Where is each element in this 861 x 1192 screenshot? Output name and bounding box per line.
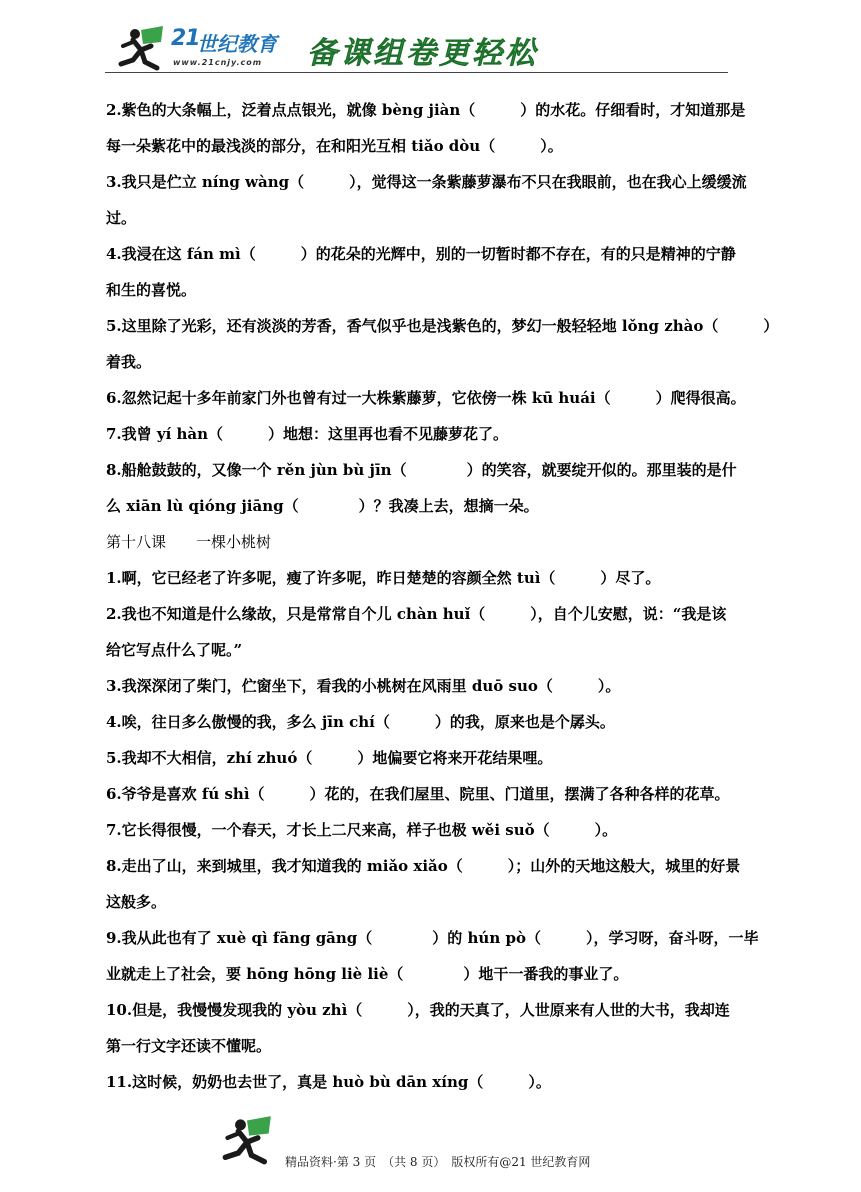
exercise-line: 11.这时候，奶奶也去世了，真是 huò bù dān xíng（ ）。 <box>106 1073 551 1091</box>
header-slogan: 备课组卷更轻松 <box>307 36 538 71</box>
exercise-line: 6.爷爷是喜欢 fú shì（ ）花的，在我们屋里、院里、门道里，摆满了各种各样的花草。 <box>106 785 730 803</box>
brand-number: 21 <box>171 26 200 51</box>
exercise-line: 4.唉，往日多么傲慢的我，多么 jīn chí（ ）的我，原来也是个孱头。 <box>106 713 615 731</box>
exercise-line: 7.它长得很慢，一个春天，才长上二尺来高，样子也极 wěi suǒ（ ）。 <box>106 821 618 839</box>
lesson-heading: 第十八课 一棵小桃树 <box>106 533 272 551</box>
exercise-line: 4.我浸在这 fán mì（ ）的花朵的光辉中，别的一切暂时都不存在，有的只是精神的宁静 <box>106 245 736 263</box>
exercise-line: 5.我却不大相信，zhí zhuó（ ）地偏要它将来开花结果哩。 <box>106 749 553 767</box>
header-divider <box>105 72 728 73</box>
exercise-line: 10.但是，我慢慢发现我的 yòu zhì（ ），我的天真了，人世原来有人世的大书，我却连 <box>106 1001 730 1019</box>
exercise-line: 3.我深深闭了柴门，伫窗坐下，看我的小桃树在风雨里 duō suo（ ）。 <box>106 677 621 695</box>
exercise-line: 8.船舱鼓鼓的，又像一个 rěn jùn bù jīn（ ）的笑容，就要绽开似的。那里装的是什 <box>106 461 737 479</box>
brand-url: www.21cnjy.com <box>173 58 263 67</box>
exercise-line: 着我。 <box>106 353 152 371</box>
exercise-line: 5.这里除了光彩，还有淡淡的芳香，香气似乎也是浅紫色的，梦幻一般轻轻地 lǒng zhào（ ） <box>106 317 779 335</box>
exercise-line: 3.我只是伫立 níng wàng（ ），觉得这一条紫藤萝瀑布不只在我眼前，也在我心上缓缓流 <box>106 173 747 191</box>
page-footer <box>214 1114 664 1174</box>
runner-logo-icon <box>111 24 171 72</box>
exercise-line: 这般多。 <box>106 893 167 911</box>
exercise-line: 业就走上了社会，要 hōng hōng liè liè（ ）地干一番我的事业了。 <box>106 965 629 983</box>
exercise-line: 6.忽然记起十多年前家门外也曾有过一大株紫藤萝，它依傍一株 kū huái（ ）爬得很高。 <box>106 389 746 407</box>
exercise-line: 9.我从此也有了 xuè qì fāng gāng（ ）的 hún pò（ ），学习呀，奋斗呀，一毕 <box>106 929 759 947</box>
exercise-content <box>106 92 779 1100</box>
exercise-line: 过。 <box>106 209 137 227</box>
footer-runner-logo-icon <box>214 1114 280 1166</box>
exercise-line: 给它写点什么了呢。” <box>106 641 243 659</box>
exercise-line: 1.啊，它已经老了许多呢，瘦了许多呢，昨日楚楚的容颜全然 tuì（ ）尽了。 <box>106 569 661 587</box>
exercise-line: 和生的喜悦。 <box>106 281 197 299</box>
exercise-line: 2.紫色的大条幅上，泛着点点银光，就像 bèng jiàn（ ）的水花。仔细看时，才知道那是 <box>106 101 746 119</box>
exercise-line: 第一行文字还读不懂呢。 <box>106 1037 272 1055</box>
exercise-line: 7.我曾 yí hàn（ ）地想：这里再也看不见藤萝花了。 <box>106 425 509 443</box>
exercise-line: 每一朵紫花中的最浅淡的部分，在和阳光互相 tiǎo dòu（ ）。 <box>106 137 563 155</box>
brand-name: 世纪教育 <box>197 32 277 56</box>
page-header <box>105 22 728 76</box>
footer-text: 精品资料·第 3 页 （共 8 页） 版权所有@21 世纪教育网 <box>285 1155 591 1169</box>
exercise-line: 8.走出了山，来到城里，我才知道我的 miǎo xiǎo（ ）；山外的天地这般大，城里的好景 <box>106 857 741 875</box>
exercise-line: 2.我也不知道是什么缘故，只是常常自个儿 chàn huǐ（ ），自个儿安慰，说：“我是该 <box>106 605 727 623</box>
exercise-line: 么 xiān lù qióng jiāng（ ）？我凑上去，想摘一朵。 <box>106 497 539 515</box>
